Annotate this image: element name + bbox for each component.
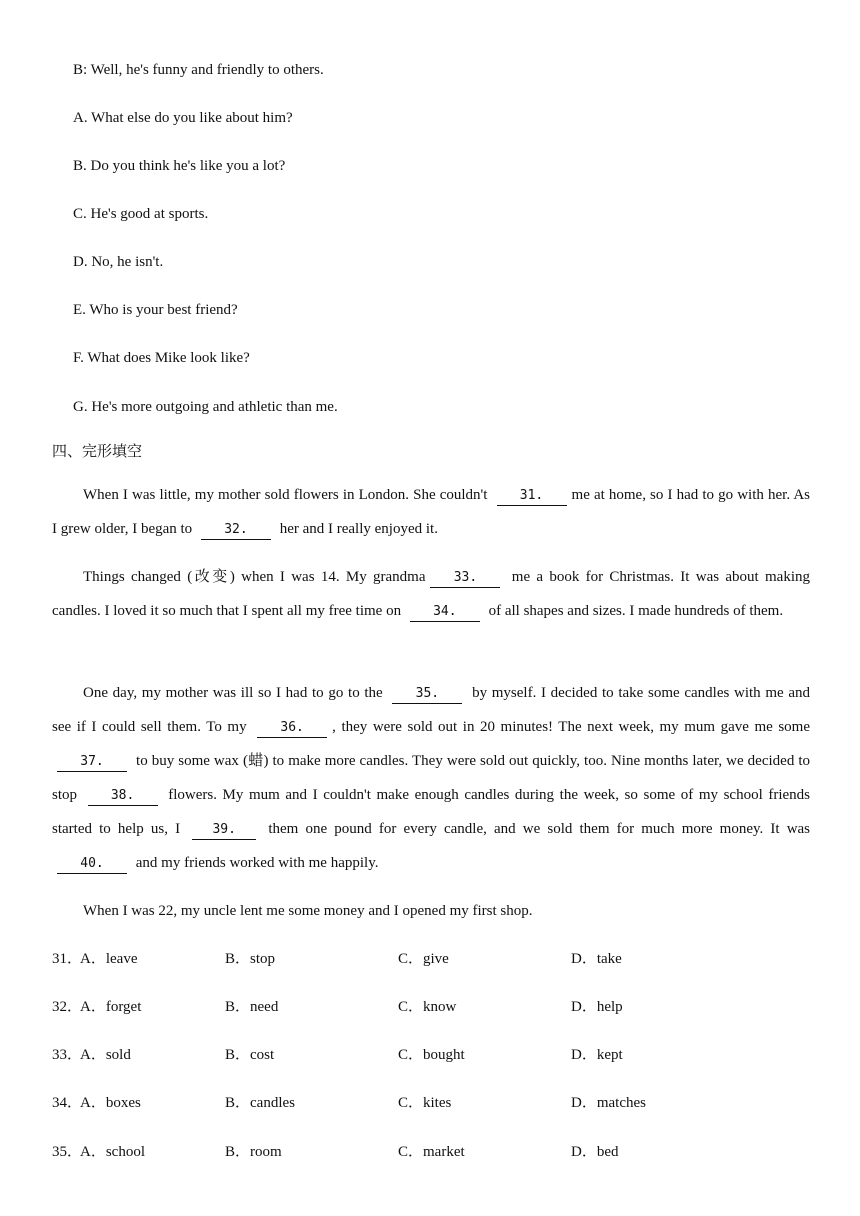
option-line: D. No, he isn't.	[73, 254, 164, 270]
passage-paragraph-2	[52, 560, 810, 628]
option-line: G. He's more outgoing and athletic than me.	[73, 399, 338, 415]
option-c: C．market	[398, 1144, 465, 1160]
dialogue-line: B: Well, he's funny and friendly to others.	[73, 62, 324, 78]
option-c: C．bought	[398, 1047, 465, 1063]
option-a: A．sold	[80, 1047, 131, 1063]
passage-text: When I was 22, my uncle lent me some money and I opened my first shop.	[83, 903, 533, 919]
question-row-34	[52, 1093, 812, 1113]
passage-text: Things changed (改变) when I was 14. My grandma	[83, 569, 426, 585]
question-row-35	[52, 1142, 812, 1162]
passage-paragraph-3	[52, 676, 810, 880]
question-number: 34．	[52, 1095, 83, 1111]
option-c: C．give	[398, 951, 449, 967]
option-a: A．forget	[80, 999, 142, 1015]
blank-32: 32.	[201, 521, 271, 540]
option-d: D．take	[571, 951, 622, 967]
passage-text: One day, my mother was ill so I had to go to the	[83, 685, 383, 701]
blank-31: 31.	[497, 487, 567, 506]
passage-text: them one pound for every candle, and we sold them for much more money. It was	[268, 821, 811, 837]
option-d: D．bed	[571, 1144, 619, 1160]
passage-text: me at home, so I had to go with her. As I grew older, I began to	[52, 487, 811, 537]
option-b: B．need	[225, 999, 279, 1015]
option-line: C. He's good at sports.	[73, 206, 209, 222]
option-line: B. Do you think he's like you a lot?	[73, 158, 286, 174]
blank-37: 37.	[57, 753, 127, 772]
question-number: 33．	[52, 1047, 83, 1063]
passage-text: of all shapes and sizes. I made hundreds of them.	[488, 603, 784, 619]
option-a: A．leave	[80, 951, 138, 967]
passage-text: by myself. I decided to take some candles with me and see if I could sell them. To my	[52, 685, 811, 735]
option-line: F. What does Mike look like?	[73, 350, 250, 366]
option-b: B．room	[225, 1144, 282, 1160]
option-b: B．cost	[225, 1047, 275, 1063]
option-d: D．matches	[571, 1095, 646, 1111]
passage-text: to buy some wax (蜡) to make more candles. They were sold out quickly, too. Nine months later, we decided to stop	[52, 753, 811, 803]
option-d: D．kept	[571, 1047, 623, 1063]
question-row-31	[52, 949, 812, 969]
passage-text: and my friends worked with me happily.	[135, 855, 379, 871]
passage-paragraph-1	[52, 478, 810, 546]
passage-text: flowers. My mum and I couldn't make enough candles during the week, so some of my school friends started to help us, I	[52, 787, 810, 837]
option-d: D．help	[571, 999, 623, 1015]
option-line: A. What else do you like about him?	[73, 110, 293, 126]
blank-40: 40.	[57, 855, 127, 874]
blank-38: 38.	[88, 787, 158, 806]
passage-text: me a book for Christmas. It was about making candles. I loved it so much that I spent all my free time on	[52, 569, 810, 619]
option-b: B．candles	[225, 1095, 295, 1111]
option-a: A．boxes	[80, 1095, 141, 1111]
passage-text: When I was little, my mother sold flowers in London. She couldn't	[83, 487, 488, 503]
option-a: A．school	[80, 1144, 145, 1160]
option-c: C．know	[398, 999, 457, 1015]
question-number: 35．	[52, 1144, 83, 1160]
question-number: 31．	[52, 951, 83, 967]
blank-33: 33.	[430, 569, 500, 588]
blank-35: 35.	[392, 685, 462, 704]
question-row-33	[52, 1045, 812, 1065]
blank-39: 39.	[192, 821, 256, 840]
passage-text: , they were sold out in 20 minutes! The next week, my mum gave me some	[332, 719, 811, 735]
question-row-32	[52, 997, 812, 1017]
passage-paragraph-4	[52, 894, 810, 928]
blank-34: 34.	[410, 603, 480, 622]
option-line: E. Who is your best friend?	[73, 302, 238, 318]
option-b: B．stop	[225, 951, 276, 967]
blank-36: 36.	[257, 719, 327, 738]
section-heading: 四、完形填空	[52, 442, 143, 460]
option-c: C．kites	[398, 1095, 452, 1111]
passage-text: her and I really enjoyed it.	[279, 521, 438, 537]
question-number: 32．	[52, 999, 83, 1015]
